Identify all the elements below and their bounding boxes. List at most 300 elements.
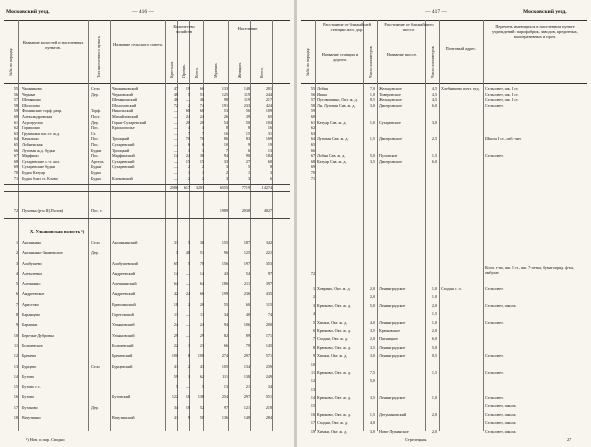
cell-a: 48 — [173, 91, 178, 97]
cell-n: 15 — [310, 403, 315, 409]
table-row — [301, 362, 587, 370]
cell-station: Луговая Сав. ж. д. — [317, 136, 349, 142]
cell-n: 59 — [13, 108, 18, 114]
cell-inst: Сельсовет. — [485, 353, 504, 359]
cell-name: Агрогруппа — [22, 119, 43, 125]
cell-m: 2 — [225, 169, 228, 175]
cell-m: 54 — [223, 119, 228, 125]
cell-m: 33 — [223, 158, 228, 164]
cell-m: 66 — [223, 342, 228, 348]
cell-hw: Жельцовское — [379, 86, 402, 91]
cell-a: — — [173, 164, 178, 170]
cell-b: — — [185, 312, 190, 318]
cell-a: 5 — [175, 384, 178, 390]
cell-n: 10 — [13, 332, 18, 338]
cell-a: — — [173, 125, 178, 131]
cell-f: 56 — [245, 108, 250, 114]
cell-c: 36 — [199, 240, 204, 245]
cell-station: Катуар Сав. ж. д. — [317, 119, 347, 125]
header-rail: Расстояние от ближайшей станции жел. дор. — [323, 22, 371, 32]
cell-b: 20 — [185, 119, 190, 125]
cell-m: 186 — [221, 281, 228, 287]
header-num-right: №№ по порядку. — [305, 47, 310, 76]
cell-km: 5,0 — [369, 153, 375, 159]
table-row: 72 Пуховка (р-н Щ.Полов) Пос. т. 1989 2038 4027 — [13, 208, 272, 213]
cell-inst: Сельсовет, шк. I ст. — [485, 91, 519, 97]
cell-c: 24 — [199, 322, 204, 328]
cell-c: 66 — [199, 86, 204, 91]
cell-f: 236 — [243, 291, 250, 297]
cell-a: — — [173, 141, 178, 147]
cell-n: 65 — [310, 141, 315, 147]
cell-c: 7 — [201, 130, 204, 136]
cell-km: 3,5 — [369, 158, 375, 164]
cell-m: 274 — [221, 353, 228, 359]
table-row — [301, 294, 587, 302]
cell-council: Горки-Сухаревский — [112, 119, 147, 125]
cell-a: — — [173, 119, 178, 125]
district-title-left: Московский уезд. — [6, 9, 50, 15]
cell-t: 34 — [267, 384, 272, 390]
cell-n: 18 — [13, 415, 18, 421]
cell-hkm: 1,5 — [431, 369, 437, 375]
cell-name: Барашки — [22, 322, 38, 328]
cell-hkm: 3,0 — [431, 119, 437, 125]
cell-c: 66 — [199, 291, 204, 297]
cell-t: 353 — [265, 260, 272, 266]
cell-t: 435 — [265, 291, 272, 297]
cell-n: 12 — [310, 378, 315, 384]
cell-n: 9 — [15, 322, 18, 328]
cell-a: 3 — [175, 250, 178, 256]
cell-b: 68 — [185, 108, 190, 114]
table-row — [4, 322, 290, 332]
cell-km: 5,0 — [369, 378, 375, 384]
page-number-left: — 416 — — [132, 9, 154, 15]
cell-station: Крюково, Окт. ж. д. — [317, 344, 352, 350]
cell-t: 3 — [269, 169, 272, 175]
left-table-body-b — [4, 240, 290, 425]
cell-b: 18 — [185, 404, 190, 410]
cell-n: 13 — [13, 363, 18, 369]
left-table-body-a — [4, 86, 290, 181]
cell-type: Село — [91, 86, 100, 91]
header-households-c: Всего. — [194, 67, 199, 78]
cell-type: Торф. — [91, 108, 101, 114]
cell-n: 61 — [310, 119, 315, 125]
cell-a: 24 — [173, 322, 178, 328]
cell-type: Дер. — [91, 91, 99, 97]
cell-m: 97 — [223, 404, 228, 410]
cell-a: 22 — [173, 342, 178, 348]
cell-n: 69 — [13, 164, 18, 170]
cell-m: 136 — [221, 415, 228, 421]
cell-b: 19 — [185, 86, 190, 91]
cell-b: 1 — [187, 169, 190, 175]
cell-type: Будки — [91, 164, 102, 170]
table-row — [4, 394, 290, 404]
cell-council: Бреневский — [112, 353, 133, 359]
cell-council: Никольский — [112, 108, 134, 114]
cell-hkm: 6,0 — [431, 336, 437, 342]
cell-council: Горетовский — [112, 312, 134, 318]
cell-n: 9 — [312, 353, 315, 359]
cell-c: 20 — [199, 301, 204, 307]
cell-f: 79 — [245, 342, 250, 348]
cell-c: 51 — [199, 250, 204, 256]
cell-hw: Ленинградское — [379, 344, 406, 350]
cell-t: 109 — [265, 108, 272, 114]
cell-council: Ватутинский — [112, 415, 135, 421]
cell-f: 50 — [245, 119, 250, 125]
cell-council: Сухаревский — [112, 164, 135, 170]
cell-a: 14 — [173, 270, 178, 276]
cell-m: 125 — [221, 91, 228, 97]
cell-c: 108 — [197, 353, 204, 359]
cell-t: 397 — [265, 281, 272, 287]
cell-hkm: 1,0 — [431, 294, 437, 300]
cell-n: 60 — [310, 113, 315, 119]
cell-council: Болшевский — [112, 342, 134, 348]
cell-name: Алексеевка — [22, 270, 42, 276]
cell-n: 71 — [13, 175, 18, 181]
table-row — [4, 415, 290, 425]
cell-m: 105 — [221, 363, 228, 369]
cell-f: 197 — [243, 260, 250, 266]
cell-hw: Ленинградское — [379, 353, 406, 359]
cell-n: 64 — [310, 136, 315, 142]
cell-c: 43 — [199, 363, 204, 369]
cell-n: 5 — [15, 281, 18, 287]
left-page — [0, 0, 294, 447]
cell-f: 89 — [245, 332, 250, 338]
cell-km: 8,5 — [369, 97, 375, 103]
cell-t: 184 — [265, 153, 272, 159]
table-row — [301, 412, 587, 420]
table-row — [4, 343, 290, 353]
cell-inst: Сельсовет, школа. — [485, 403, 517, 409]
cell-hkm: 1,0 — [431, 319, 437, 325]
cell-name: Фоминские торф. разр. — [22, 108, 63, 114]
cell-hw: Ленинградское — [379, 302, 406, 308]
cell-m: 7 — [225, 147, 228, 153]
cell-council: Сухаревский — [112, 141, 135, 147]
cell-n: 62 — [310, 125, 315, 131]
cell-council: Ульяновский — [112, 322, 135, 328]
cell-t: 284 — [265, 415, 272, 421]
cell-a: 42 — [173, 291, 178, 297]
cell-b: — — [185, 270, 190, 276]
cell-f: 125 — [243, 250, 250, 256]
header-population-t: Всего. — [259, 67, 264, 78]
cell-hw: Дмитровское — [379, 136, 402, 142]
cell-c: 138 — [197, 394, 204, 400]
cell-n: 16 — [310, 411, 315, 417]
cell-t: 218 — [265, 404, 272, 410]
header-highway-name: Название шоссе. — [386, 52, 418, 57]
cell-name: Аксиньино-Знаменское — [22, 250, 63, 256]
cell-b: 24 — [185, 153, 190, 159]
cell-t: 200 — [265, 322, 272, 328]
cell-n: 66 — [310, 147, 315, 153]
cell-type: Дер. — [91, 119, 99, 125]
cell-b: 5 — [187, 91, 190, 97]
cell-b: 9 — [187, 415, 190, 421]
cell-n: 63 — [13, 130, 18, 136]
cell-b: 48 — [185, 250, 190, 256]
cell-n: 67 — [13, 153, 18, 159]
cell-hkm: 2,0 — [431, 327, 437, 333]
cell-n: 8 — [312, 344, 315, 350]
cell-hw: Ново-Лужинское — [379, 428, 409, 434]
cell-name: Шемякино — [22, 97, 41, 103]
cell-a: 65 — [173, 260, 178, 266]
cell-council: Бурцевский — [112, 363, 133, 369]
cell-t: 244 — [265, 91, 272, 97]
cell-council: Алабушевский — [112, 260, 138, 266]
cell-km: 2,0 — [369, 286, 375, 291]
cell-n: 60 — [13, 113, 18, 119]
cell-c: 29 — [199, 332, 204, 338]
table-row — [4, 250, 290, 260]
cell-n: 1 — [312, 286, 315, 291]
cell-c: 24 — [199, 113, 204, 119]
cell-n: 57 — [310, 97, 315, 103]
cell-a: — — [173, 158, 178, 164]
cell-m: 199 — [221, 291, 228, 297]
header-highway: Расстояние от ближайшего шоссе. — [384, 22, 434, 32]
cell-c: 62 — [199, 373, 204, 379]
cell-m: 26 — [223, 113, 228, 119]
cell-km: 2,0 — [369, 336, 375, 342]
cell-name: Бурцево — [22, 363, 37, 369]
cell-f: 15 — [245, 130, 250, 136]
cell-f: 297 — [243, 394, 250, 400]
cell-n: 69 — [310, 164, 315, 170]
cell-km: 1,0 — [369, 91, 375, 97]
cell-hkm: 2,0 — [431, 428, 437, 434]
cell-a: — — [173, 136, 178, 142]
table-row — [4, 302, 290, 312]
cell-b: — — [185, 281, 190, 287]
header-highway-km: Число километров. — [430, 45, 435, 78]
cell-m: 94 — [223, 153, 228, 159]
cell-a: 18 — [173, 301, 178, 307]
cell-a: — — [173, 113, 178, 119]
cell-b: 70 — [185, 136, 190, 142]
cell-t: 16 — [267, 125, 272, 131]
cell-council: Троицкий — [112, 136, 130, 142]
cell-b: 8 — [187, 353, 190, 359]
cell-station: Крюково, Окт. ж. д. — [317, 369, 352, 375]
cell-c: 5 — [201, 384, 204, 390]
table-row — [301, 286, 587, 294]
cell-n: 62 — [13, 125, 18, 131]
cell-f: 233 — [243, 102, 250, 108]
cell-council: Шолоховский — [112, 102, 137, 108]
cell-n: 64 — [13, 136, 18, 142]
cell-hw: Ленинградское — [379, 319, 406, 325]
cell-type: Пос. — [91, 141, 99, 147]
header-rail-km: Число километров. — [368, 45, 373, 78]
cell-name: Баранцево — [22, 312, 41, 318]
cell-station: Химки, Окт. ж. д. — [317, 428, 348, 434]
cell-m: 3 — [225, 164, 228, 170]
cell-b: 3 — [187, 373, 190, 379]
cell-n: 68 — [310, 158, 315, 164]
cell-n: 4 — [312, 311, 315, 317]
cell-t: 551 — [265, 394, 272, 400]
cell-f: 90 — [245, 153, 250, 159]
cell-n: 16 — [13, 394, 18, 400]
table-row: 2586 617 3203 6555 7719 14274 — [169, 185, 272, 190]
cell-a: 64 — [173, 281, 178, 287]
table-row — [301, 176, 587, 182]
cell-hkm: 2,0 — [431, 411, 437, 417]
cell-n: 7 — [312, 336, 315, 342]
cell-name: Бутово — [22, 394, 35, 400]
cell-n: 68 — [13, 158, 18, 164]
cell-b: 16 — [185, 394, 190, 400]
cell-km: 4,0 — [369, 319, 375, 325]
cell-c: 3 — [201, 147, 204, 153]
table-row — [301, 336, 587, 344]
cell-c: 50 — [199, 415, 204, 421]
cell-station: Крюково, Окт. ж. д. — [317, 395, 352, 401]
cell-c: 6 — [201, 141, 204, 147]
cell-a: — — [173, 108, 178, 114]
cell-km: 1,5 — [369, 411, 375, 417]
cell-station: Ховрино, Окт. ж. д. — [317, 286, 351, 291]
cell-m: 94 — [223, 322, 228, 328]
cell-t: 145 — [265, 342, 272, 348]
cell-hkm: 1,5 — [431, 153, 437, 159]
page-number-right: — 417 — — [425, 9, 447, 15]
cell-name: Грушники пас.ст. ж.д. — [22, 130, 61, 136]
cell-name: Будка Катуар — [22, 169, 45, 175]
cell-n: 8 — [15, 312, 18, 318]
district-title-right: Московский уезд. — [523, 9, 567, 15]
header-num: №№ по порядку. — [8, 47, 13, 76]
cell-km: 1,5 — [369, 136, 375, 142]
cell-type: Дер. — [91, 250, 99, 256]
header-institutions: Перечень имеющихся в населенном пункте учреждений: парофабрик, заводов, кредитных, кооперативных и проч. — [492, 24, 578, 39]
footer-center: Стрелецкая. — [405, 437, 428, 442]
cell-t: 424 — [265, 102, 272, 108]
table-row — [301, 303, 587, 311]
cell-c: 70 — [199, 136, 204, 142]
cell-council: Сухаревский — [112, 158, 135, 164]
cell-n: 70 — [13, 169, 18, 175]
cell-m: 43 — [223, 270, 228, 276]
cell-t: 115 — [266, 301, 272, 307]
cell-c: 53 — [199, 91, 204, 97]
cell-type: Ст. — [91, 130, 97, 136]
cell-c: 14 — [199, 270, 204, 276]
cell-hkm: 6,0 — [431, 102, 437, 108]
cell-type: Село — [91, 363, 100, 369]
cell-b: 1 — [187, 342, 190, 348]
cell-km: 3,5 — [369, 395, 375, 401]
header-households-b: Прочих. — [181, 64, 186, 78]
cell-hw: Дегуниновский — [379, 411, 407, 417]
cell-council: Марфинский — [112, 153, 135, 159]
cell-hw: Сухаревское — [379, 119, 401, 125]
header-post: Почтовый адрес. — [445, 46, 477, 51]
cell-name: Марфино — [22, 153, 39, 159]
cell-km: 7,5 — [369, 369, 375, 375]
cell-station: Крюково, Окт. ж. д. — [317, 327, 352, 333]
cell-hw: Пуховское — [379, 153, 398, 159]
table-row — [301, 420, 587, 428]
cell-a: — — [173, 169, 178, 175]
cell-n: 6 — [312, 327, 315, 333]
cell-a: — — [173, 130, 178, 136]
cell-council: Шемякинский — [112, 97, 137, 103]
cell-f: 3 — [247, 175, 250, 181]
cell-name: Бутово — [22, 373, 35, 379]
cell-c: 2 — [201, 164, 204, 170]
cell-t: 13 — [267, 147, 272, 153]
table-row — [301, 378, 587, 386]
cell-b: 2 — [187, 102, 190, 108]
header-type: Тип населенного пункта. — [96, 35, 101, 78]
cell-t: 60 — [267, 158, 272, 164]
cell-c: 74 — [199, 102, 204, 108]
cell-n: 17 — [310, 420, 315, 426]
cell-n: 2 — [15, 250, 18, 256]
cell-n: 15 — [13, 384, 18, 390]
cell-hw: Ленинградское — [379, 286, 406, 291]
cell-n: 17 — [13, 404, 18, 410]
cell-council: Черновский — [112, 91, 133, 97]
cell-b: 3 — [187, 147, 190, 153]
cell-t: 249 — [265, 373, 272, 379]
cell-name: Аристово — [22, 301, 39, 307]
cell-b: 15 — [185, 158, 190, 164]
cell-m: 82 — [223, 332, 228, 338]
cell-a: 47 — [173, 86, 178, 91]
cell-f: 187 — [243, 240, 250, 245]
cell-c: 20 — [199, 119, 204, 125]
cell-hkm: 4,5 — [431, 97, 437, 103]
cell-n: 12 — [13, 353, 18, 359]
section-title: X. Ульяновская волость ¹) — [30, 229, 85, 234]
cell-n: 55 — [13, 86, 18, 91]
cell-station: Пуговишино, Окт. ж. д. — [317, 97, 358, 103]
left-total-row — [4, 185, 290, 190]
cell-hkm: 4,5 — [431, 86, 437, 91]
table-row — [301, 328, 587, 336]
cell-council: Ульяновский — [112, 332, 135, 338]
cell-n: 13 — [310, 386, 315, 392]
cell-m: 96 — [223, 250, 228, 256]
cell-t: 8 — [269, 164, 272, 170]
cell-station: Крюково, Окт. ж. д. — [317, 302, 352, 308]
table-row — [4, 353, 290, 363]
cell-b: — — [185, 322, 190, 328]
cell-f: 138 — [243, 373, 250, 379]
cell-station: Лобня — [317, 86, 328, 91]
cell-inst: Сельсовет, школа. — [485, 428, 517, 434]
cell-f: 8 — [247, 125, 250, 131]
table-row — [301, 311, 587, 319]
cell-b: 2 — [187, 363, 190, 369]
cell-inst: Сельсовет, школа. — [485, 420, 517, 426]
right-row-72 — [301, 266, 587, 282]
table-row — [301, 403, 587, 411]
cell-n: 56 — [13, 91, 18, 97]
